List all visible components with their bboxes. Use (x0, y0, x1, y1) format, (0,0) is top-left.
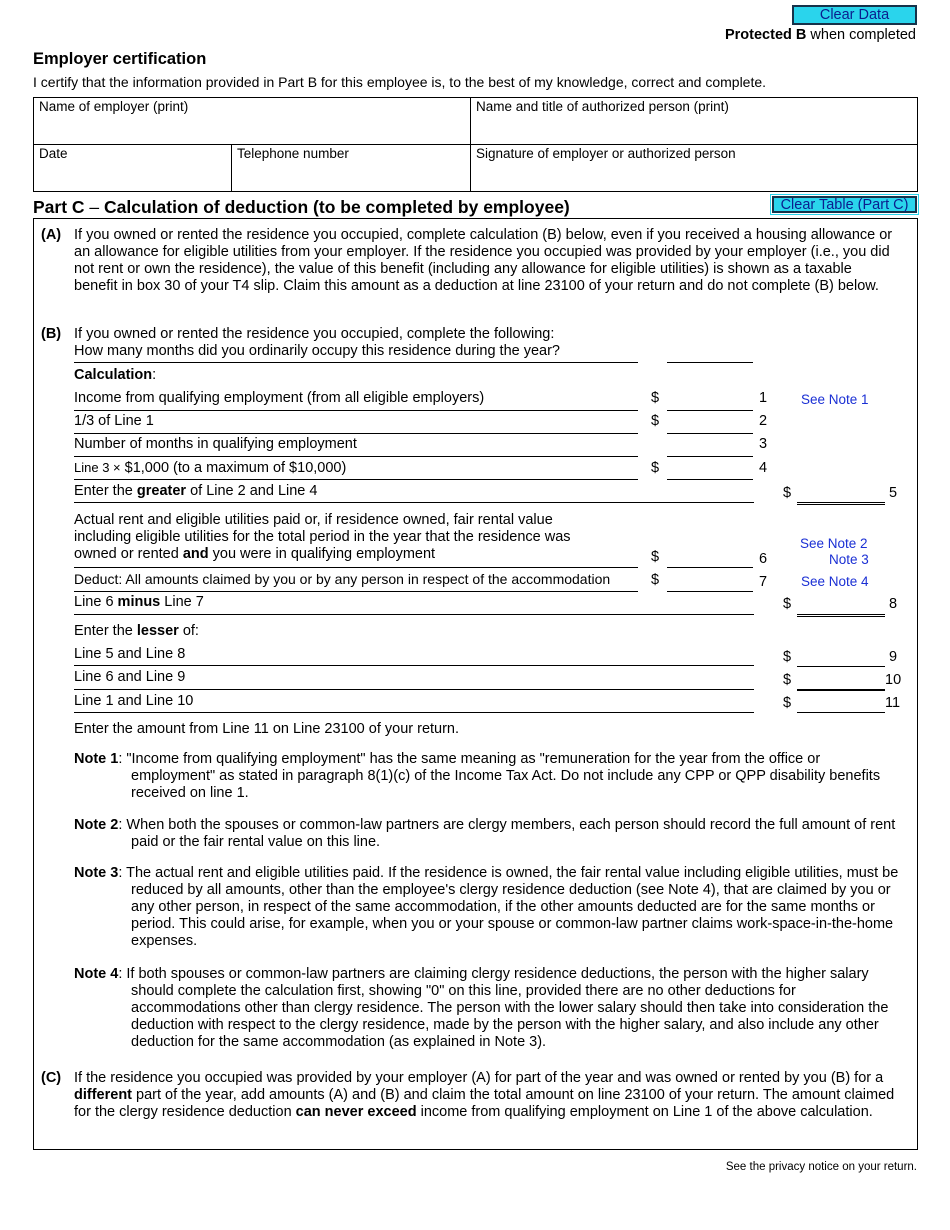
line-10-label: Line 6 and Line 9 (74, 669, 186, 685)
line-5-label: Enter the greater of Line 2 and Line 4 (74, 483, 318, 499)
see-note-1-link[interactable]: See Note 1 (801, 392, 869, 407)
line-number: 2 (759, 413, 768, 429)
section-c-tag: (C) (41, 1070, 62, 1086)
field-underline (797, 712, 885, 713)
line-number: 6 (759, 551, 768, 567)
line-2-input[interactable] (667, 413, 753, 433)
line-8-input[interactable] (797, 594, 885, 614)
dollar-sign: $ (651, 549, 660, 565)
line-8-label: Line 6 minus Line 7 (74, 594, 204, 610)
line-11-label: Line 1 and Line 10 (74, 693, 194, 709)
field-double-underline (797, 502, 885, 505)
line-number: 7 (759, 574, 768, 590)
dollar-sign: $ (651, 572, 660, 588)
clear-data-button[interactable]: Clear Data (792, 5, 917, 25)
employer-name-field[interactable]: Name of employer (print) (34, 98, 471, 145)
dollar-sign: $ (783, 672, 792, 688)
rule (74, 479, 638, 480)
field-underline (667, 410, 753, 411)
dollar-sign: $ (651, 460, 660, 476)
dollar-sign: $ (783, 485, 792, 501)
line-number: 5 (889, 485, 898, 501)
line-5-input[interactable] (797, 483, 885, 503)
field-underline (667, 456, 753, 457)
line-9-label: Line 5 and Line 8 (74, 646, 186, 662)
field-underline (797, 689, 885, 691)
rule (74, 456, 638, 457)
section-a-text: If you owned or rented the residence you occupied, complete calculation (B) below, even if you received a housing allowance or an allowance for eligible utilities from your employer. If the residence you occupied was provided by your employer (i.e., you did not rent or own the residence), the value of this benefit (including any allowance for eligible utilities) is shown as a taxable benefit in box 30 of your T4 slip. Claim this amount as a deduction at line 23100 of your return and do not complete (B) below. (74, 227, 893, 294)
employer-cert-table (33, 97, 918, 192)
line-number: 8 (889, 596, 898, 612)
rule (74, 665, 754, 666)
line-11-input[interactable] (797, 693, 885, 713)
note-1: Note 1: "Income from qualifying employment" has the same meaning as "remuneration for the year from the office or employment" as stated in paragraph 8(1)(c) of the Income Tax Act. Do not include any CPP or QPP disability benefits received on line 1. (74, 751, 881, 801)
line-6-label-b: including eligible utilities for the total period in the year that the residence was (74, 529, 571, 545)
rule (74, 591, 638, 592)
line-10-input[interactable] (797, 669, 885, 689)
line-9-input[interactable] (797, 646, 885, 666)
signature-field[interactable]: Signature of employer or authorized person (476, 146, 736, 161)
months-input[interactable] (667, 342, 753, 362)
employer-cert-statement: I certify that the information provided in Part B for this employee is, to the best of my knowledge, correct and complete. (33, 74, 767, 90)
line-3-label: Number of months in qualifying employment (74, 436, 357, 452)
field-underline (667, 433, 753, 434)
line-4-input[interactable] (667, 460, 753, 480)
line-6-input[interactable] (667, 547, 753, 567)
line-6-label-a: Actual rent and eligible utilities paid or, if residence owned, fair rental value (74, 512, 553, 528)
dollar-sign: $ (783, 596, 792, 612)
note-4: Note 4: If both spouses or common-law partners are claiming clergy residence deductions, the person with the higher salary should complete the calculation first, showing "0" on this line, provided there are no other deductions for accommodations other than clergy residence. The person with the lower salary should then take into consideration the deduction with respect to the clergy residence, made by the person with the higher salary, and also include any other deduction for the same accommodation (as explained in Note 3). (74, 966, 889, 1050)
rule (74, 362, 638, 363)
employer-cert-title: Employer certification (33, 50, 207, 68)
privacy-notice: See the privacy notice on your return. (725, 1161, 917, 1173)
dollar-sign: $ (783, 695, 792, 711)
rule (74, 567, 638, 568)
line-number: 10 (885, 672, 902, 688)
note-3: Note 3: The actual rent and eligible utilities paid. If the residence is owned, the fair rental value including eligible utilities, must be reduced by all amounts, other than the employee's clergy residence deduction (see Note 4), that are claimed by you or any other person, in respect of the same accommodation, if the other amounts deducted are for the same months or period. This could arise, for example, when you or your spouse or common-law partner claims work-space-in-the-home expenses. (74, 865, 899, 949)
line-7-label: Deduct: All amounts claimed by you or by any person in respect of the accommodation (74, 571, 611, 587)
protected-label: Protected B when completed (724, 27, 916, 43)
line-number: 3 (759, 436, 768, 452)
dollar-sign: $ (651, 390, 660, 406)
months-question: How many months did you ordinarily occupy this residence during the year? (74, 343, 560, 359)
line-number: 9 (889, 649, 898, 665)
lesser-label: Enter the lesser of: (74, 623, 199, 639)
rule (74, 712, 754, 713)
part-c-title: Part C – Calculation of deduction (to be completed by employee) (33, 197, 570, 217)
telephone-field[interactable]: Telephone number (232, 145, 471, 191)
rule (74, 433, 638, 434)
field-underline (667, 591, 753, 592)
line-number: 1 (759, 390, 768, 406)
field-underline (667, 567, 753, 568)
line-2-label: 1/3 of Line 1 (74, 413, 154, 429)
see-note-4-link[interactable]: See Note 4 (801, 574, 869, 589)
section-a-tag: (A) (41, 227, 62, 243)
line-1-label: Income from qualifying employment (from all eligible employers) (74, 390, 485, 406)
rule (74, 410, 638, 411)
line-3-input[interactable] (667, 436, 753, 456)
see-note-3-link[interactable]: Note 3 (829, 552, 869, 567)
enter-amount-text: Enter the amount from Line 11 on Line 23100 of your return. (74, 721, 460, 737)
line-number: 4 (759, 460, 768, 476)
rule (74, 689, 754, 690)
dollar-sign: $ (651, 413, 660, 429)
date-field[interactable]: Date (34, 145, 232, 191)
field-underline (667, 479, 753, 480)
field-double-underline (797, 614, 885, 617)
dollar-sign: $ (783, 649, 792, 665)
rule (74, 614, 754, 615)
field-underline (797, 666, 885, 667)
authorized-name-field[interactable]: Name and title of authorized person (print) (471, 98, 917, 145)
line-6-label-c: owned or rented and you were in qualifying employment (74, 546, 436, 562)
calculation-label: Calculation: (74, 367, 157, 383)
line-1-input[interactable] (667, 390, 753, 410)
see-note-2-link[interactable]: See Note 2 (800, 536, 868, 551)
clear-table-button[interactable]: Clear Table (Part C) (772, 196, 917, 213)
note-2: Note 2: When both the spouses or common-law partners are clergy members, each person should record the full amount of rent paid or the fair rental value on this line. (74, 817, 896, 850)
line-7-input[interactable] (667, 571, 753, 591)
section-b-intro: If you owned or rented the residence you occupied, complete the following: (74, 326, 555, 342)
line-4-label: Line 3 × $1,000 (to a maximum of $10,000) (74, 460, 347, 476)
field-underline (667, 362, 753, 363)
rule (74, 502, 754, 503)
section-b-tag: (B) (41, 326, 62, 342)
section-c-text: If the residence you occupied was provided by your employer (A) for part of the year and was owned or rented by you (B) for a different part of the year, add amounts (A) and (B) and claim the total amount on line 23100 of your return. The amount claimed for the clergy residence deduction can never exceed income from qualifying employment on Line 1 of the above calculation. (74, 1070, 895, 1120)
line-number: 11 (885, 695, 901, 711)
